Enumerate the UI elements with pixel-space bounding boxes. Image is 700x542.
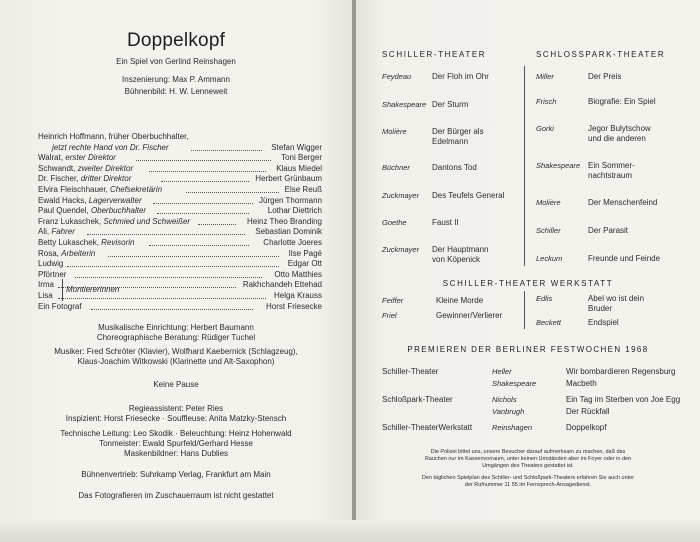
dotted-leader (153, 203, 254, 204)
cast-role: Heinrich Hoffmann, früher Oberbuchhalter, (38, 132, 189, 141)
right-page (356, 0, 700, 542)
cast-actor: Else Reuß (284, 185, 322, 194)
cast-role: Elvira Fleischhauer, Chefsekretärin (38, 185, 163, 194)
dotted-leader (108, 256, 280, 257)
cast-actor: Horst Friesecke (265, 301, 322, 311)
cast-role: Franz Lukaschek, Schmied und Schweißer (38, 216, 191, 226)
werkstatt-title: Abel wo ist dein (588, 294, 645, 303)
premiere-author: Vanbrugh (492, 407, 525, 416)
cast-role: jetzt rechte Hand von Dr. Fischer (52, 142, 169, 152)
schiller-author: Feydeau (382, 72, 412, 81)
info-line: der Rufnummer 11 55 im Fernsprech-Ansagedienst. (464, 482, 592, 488)
werkstatt-author: Feiffer (382, 296, 404, 305)
cast-role: Ewald Hacks, Lagerverwalter (38, 195, 142, 205)
werkstatt-author: Friel (382, 311, 397, 320)
schiller-title: von Köpenick (432, 255, 481, 264)
schiller-title: Faust II (432, 218, 459, 227)
premieren-heading: PREMIEREN DER BERLINER FESTWOCHEN 1968 (407, 345, 649, 354)
notice-line: Rauchen nur im Kassenvorraum, unter keinen Umständen aber im Foyer oder in den (424, 456, 632, 462)
schloss-title: Der Menschenfeind (588, 198, 658, 207)
schlosspark-theater-heading: SCHLOSSPARK-THEATER (536, 50, 666, 59)
cast-role: Ludwig (38, 259, 64, 269)
schloss-title: nachtstraum (588, 171, 633, 180)
no-intermission: Keine Pause (153, 380, 199, 389)
cast-role: Betty Lukaschek, Revisorin (38, 238, 135, 247)
cast-role: Schwandt, zweiter Direktor (38, 163, 134, 173)
werkstatt-divider (524, 291, 525, 329)
stage-design-credit: Bühnenbild: H. W. Lenneweit (124, 87, 228, 96)
cast-actor: Ilse Pagé (288, 248, 322, 258)
musicians-line-2: Klaus-Joachim Witkowski (Klarinette und Alt-Saxophon) (77, 357, 275, 366)
cast-role: Paul Quendel, Oberbuchhalter (38, 206, 147, 216)
premiere-author: Nichols (492, 395, 517, 404)
montiererinnen-label: Montiererinnen (66, 285, 120, 295)
premiere-theater: Schiller-Theater (382, 367, 439, 376)
schloss-title: Jegor Bulytschow (588, 124, 651, 133)
cast-role: Rosa, Arbeiterin (38, 248, 96, 258)
premiere-author: Heller (492, 367, 512, 376)
schloss-author: Miller (536, 72, 554, 81)
schloss-author: Shakespeare (536, 161, 581, 170)
page-bottom-edge (0, 520, 700, 542)
werkstatt-title: Gewinner/Verlierer (436, 311, 503, 320)
cast-actor: Charlotte Joeres (263, 238, 322, 247)
assistant-credit: Regieassistent: Peter Ries (128, 404, 224, 413)
cast-actor: Klaus Miedel (276, 163, 322, 173)
schloss-author: Schiller (536, 226, 561, 235)
inspizient-credit: Inspizient: Horst Friesecke · Souffleuse: Anita Matzky-Stensch (65, 414, 287, 423)
schloss-author: Frisch (536, 97, 557, 106)
premiere-title: Ein Tag im Sterben von Joe Egg (566, 395, 681, 404)
schiller-title: Dantons Tod (432, 163, 477, 172)
cast-actor: Rakhchandeh Ettehad (242, 280, 322, 290)
cast-actor: Helga Krauss (273, 291, 322, 300)
notice-line: Die Polizei bittet uns, unsere Besucher darauf aufmerksam zu machen, daß das (430, 449, 626, 455)
technical-credit: Technische Leitung: Leo Skodik · Beleuchtung: Heinz Hohenwald (60, 429, 292, 438)
schiller-title: Der Floh im Ohr (432, 72, 489, 81)
premiere-author: Shakespeare (492, 379, 537, 388)
dotted-leader (198, 224, 237, 225)
schiller-title: Des Teufels General (432, 191, 505, 200)
schiller-author: Büchner (382, 163, 410, 172)
musicians-line-1: Musiker: Fred Schröter (Klavier), Wolfhard Kaebernick (Schlagzeug), (54, 347, 298, 356)
werkstatt-author: Edlis (536, 294, 553, 303)
cast-actor: Otto Matthies (274, 269, 322, 279)
premiere-author: Reinshagen (492, 423, 533, 432)
dotted-leader (91, 309, 253, 310)
cast-actor: Edgar Ott (287, 259, 322, 269)
brace-mark (62, 279, 63, 300)
cast-actor: Jürgen Thormann (259, 195, 322, 205)
schiller-author: Zuckmayer (382, 191, 420, 200)
dotted-leader (161, 181, 249, 182)
dotted-leader (149, 171, 267, 172)
cast-role: Lisa (38, 291, 53, 300)
schloss-author: Leckum (536, 254, 563, 263)
dotted-leader (149, 245, 250, 246)
schloss-author: Molière (536, 198, 561, 207)
premiere-title: Wir bombardieren Regensburg (566, 367, 676, 376)
schloss-title: Ein Sommer- (588, 161, 635, 170)
dotted-leader (67, 266, 280, 267)
schloss-title: Der Parasit (588, 226, 629, 235)
cast-actor: Toni Berger (281, 153, 322, 163)
schloss-title: Der Preis (588, 72, 622, 81)
play-title: Doppelkopf (126, 30, 226, 51)
dotted-leader (186, 192, 280, 193)
schiller-title: Der Sturm (432, 100, 469, 109)
cast-actor: Lothar Diettrich (267, 206, 322, 216)
makeup-credit: Maskenbildner: Hans Dublies (123, 449, 229, 458)
notice-line: Umgängen des Theaters gestattet ist. (482, 463, 574, 469)
premiere-theater: Schiller-TheaterWerkstatt (382, 423, 473, 432)
cast-role: Dr. Fischer, dritter Direktor (38, 174, 132, 184)
info-line: Den täglichen Spielplan des Schiller- und Schloßpark-Theaters erfahren Sie auch unter (421, 475, 635, 481)
werkstatt-title: Kleine Morde (436, 296, 484, 305)
music-credit: Musikalische Einrichtung: Herbert Baumann (98, 323, 254, 332)
column-divider (524, 66, 525, 266)
schiller-title: Edelmann (432, 137, 469, 146)
cast-actor: Heinz Theo Branding (246, 216, 322, 226)
cast-actor: Sebastian Dominik (255, 227, 322, 237)
dotted-leader (58, 298, 266, 299)
werkstatt-heading: SCHILLER-THEATER WERKSTATT (442, 279, 614, 288)
schiller-title: Der Hauptmann (432, 245, 489, 254)
schiller-author: Molière (382, 127, 407, 136)
schloss-title: Freunde und Feinde (588, 254, 661, 263)
direction-credit: Inszenierung: Max P. Ammann (122, 75, 230, 84)
premiere-title: Doppelkopf (566, 423, 607, 432)
werkstatt-title: Endspiel (588, 318, 619, 327)
choreo-credit: Choreographische Beratung: Rüdiger Tuchel (96, 333, 256, 342)
dotted-leader (136, 160, 270, 161)
dotted-leader (75, 277, 262, 278)
cast-role: Pförtner (38, 269, 67, 279)
schiller-author: Goethe (382, 218, 407, 227)
premiere-title: Der Rückfall (566, 407, 610, 416)
werkstatt-title: Bruder (588, 304, 613, 313)
schloss-title: und die anderen (588, 134, 646, 143)
schloss-title: Biografie: Ein Spiel (588, 97, 656, 106)
schiller-title: Der Bürger als (432, 127, 484, 136)
sound-credit: Tonmeister: Ewald Spurfeld/Gerhard Hesse (99, 439, 253, 448)
dotted-leader (87, 234, 245, 235)
dotted-leader (191, 150, 262, 151)
dotted-leader (157, 213, 249, 214)
cast-role: Ein Fotograf (38, 301, 82, 311)
cast-role: Walrat, erster Direktor (38, 153, 116, 163)
play-subtitle: Ein Spiel von Gerlind Reinshagen (116, 57, 236, 66)
photo-notice: Das Fotografieren im Zuschauerraum ist nicht gestattet (78, 491, 274, 500)
schiller-theater-heading: SCHILLER-THEATER (382, 50, 487, 59)
cast-role: Ali, Fahrer (38, 227, 75, 237)
cast-actor: Stefan Wigger (271, 142, 322, 152)
schloss-author: Gorki (536, 124, 554, 133)
cast-actor: Herbert Grünbaum (255, 174, 322, 184)
cast-role: Irma (38, 280, 54, 290)
premiere-title: Macbeth (566, 379, 597, 388)
schiller-author: Zuckmayer (382, 245, 420, 254)
werkstatt-author: Beckett (536, 318, 562, 327)
premiere-theater: Schloßpark-Theater (382, 395, 453, 404)
schiller-author: Shakespeare (382, 100, 427, 109)
rights-credit: Bühnenvertrieb: Suhrkamp Verlag, Frankfurt am Main (81, 470, 271, 479)
